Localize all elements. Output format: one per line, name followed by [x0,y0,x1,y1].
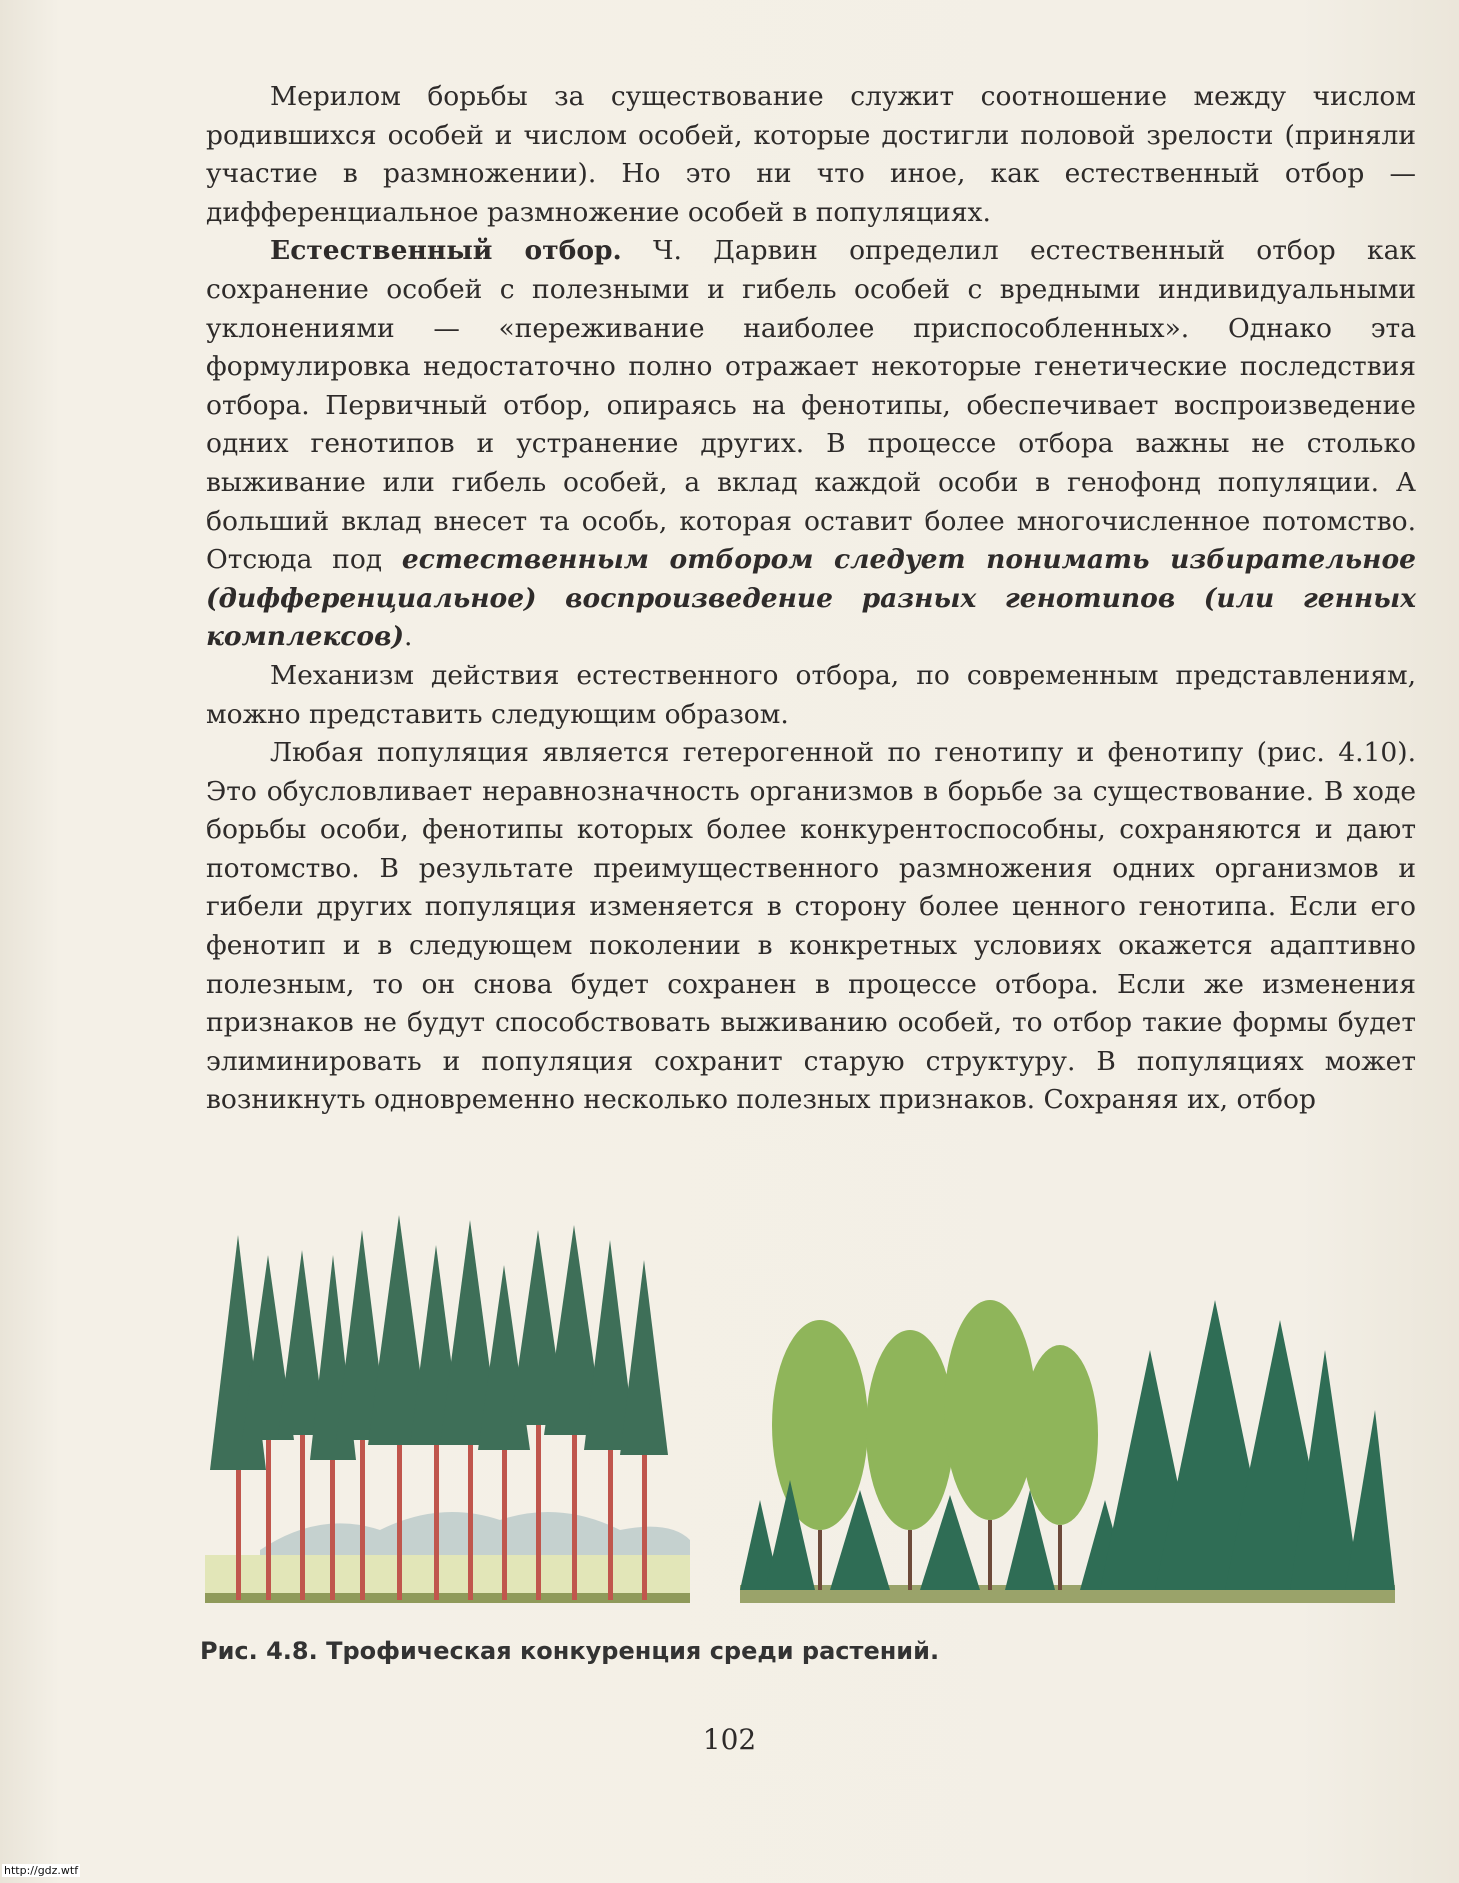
figure-caption: Рис. 4.8. Трофическая конкуренция среди растений. [200,1637,940,1665]
paragraph-1: Мерилом борьбы за существование служит соотношение между числом родившихся особей и числом особей, которые достигли половой зрелости (приняли участие в размножении). Но это ни что иное, как естественный отбор — дифференциальное размножение особей в популяциях. [206,81,1416,228]
paragraph-4: Любая популяция является гетерогенной по генотипу и фенотипу (рис. 4.10). Это обусловливает неравнозначность организмов в борьбе за существование. В ходе борьбы особи, фенотипы которых более конкурентоспособны, сохраняются и дают потомство. В результате преимущественного размножения одних организмов и гибели других популяция изменяется в сторону более ценного генотипа. Если его фенотип и в следующем поколении в конкретных условиях окажется адаптивно полезным, то он снова будет сохранен в процессе отбора. Если же изменения признаков не будут способствовать выживанию особей, то отбор такие формы будет элиминировать и популяция сохранит старую структуру. В популяциях может возникнуть одновременно несколько полезных признаков. Сохраняя их, отбор [206,737,1416,1116]
paragraph-2-end: . [404,621,413,653]
definition-emphasis: естественным отбором следует понимать избирательное (дифференциальное) воспроизведение разных генотипов (или генных комплексов) [206,544,1416,653]
source-url[interactable]: http://gdz.wtf [4,1864,79,1877]
page-number: 102 [702,1723,757,1756]
body-text [206,78,1416,1120]
mixed-spruce-stand [740,1300,1395,1603]
section-heading: Естественный отбор. [270,235,622,267]
tree-competition-illustration [200,1210,1400,1620]
tall-pine-forest [205,1215,690,1603]
paragraph-2 [206,232,1416,657]
paragraph-3: Механизм действия естественного отбора, по современным представлениям, можно представить следующим образом. [206,659,1416,730]
paragraph-2-text: Ч. Дарвин определил естественный отбор как сохранение особей с полезными и гибель особей с вредными индивидуальными уклонениями — «переживание наиболее приспособленных». Однако эта формулировка недостаточно полно отражает некоторые генетические последствия отбора. Первичный отбор, опираясь на фенотипы, обеспечивает воспроизведение одних генотипов и устранение других. В процессе отбора важны не столько выживание или гибель особей, а вклад каждой особи в генофонд популяции. А больший вклад внесет та особь, которая оставит более многочисленное потомство. Отсюда под [206,235,1416,576]
